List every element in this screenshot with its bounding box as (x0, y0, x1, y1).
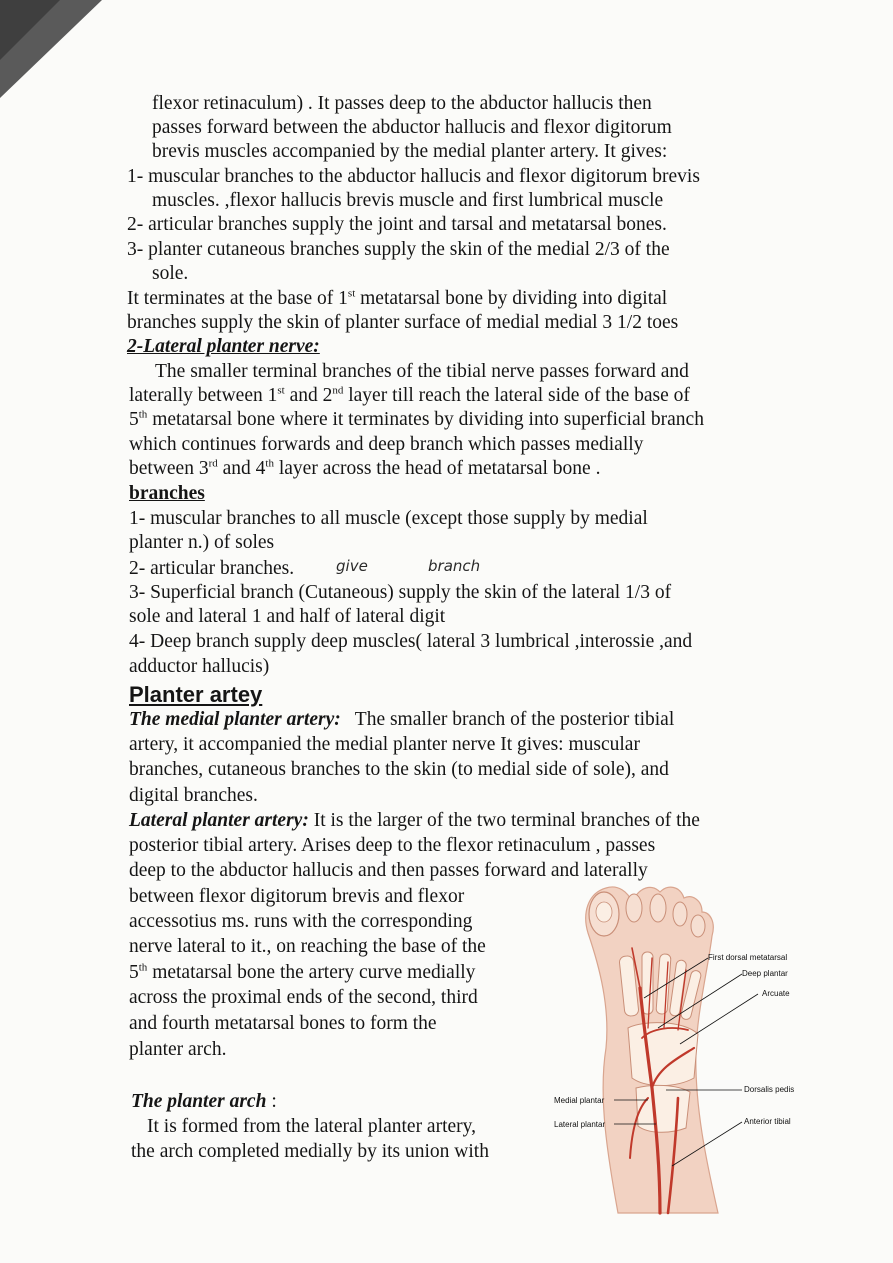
text-segment: between 3 (129, 458, 209, 479)
label-deep-plantar: Deep plantar (742, 969, 788, 978)
text-segment: 5 (129, 409, 139, 430)
text-line: 3- planter cutaneous branches supply the skin of the medial 2/3 of the (127, 239, 670, 260)
superscript: st (277, 384, 285, 397)
text-line: 2- articular branches supply the joint and tarsal and metatarsal bones. (127, 214, 667, 235)
text-line: passes forward between the abductor hallucis and flexor digitorum (152, 117, 672, 138)
text-line: digital branches. (129, 785, 258, 806)
foot-arteries-figure (548, 878, 813, 1218)
text-segment: : (266, 1091, 277, 1112)
text-line: flexor retinaculum) . It passes deep to the abductor hallucis then (152, 93, 652, 114)
text-line: across the proximal ends of the second, third (129, 987, 478, 1008)
superscript: rd (208, 457, 218, 470)
text-segment: 5 (129, 962, 139, 983)
text-segment: metatarsal bone by dividing into digital (355, 288, 668, 309)
term-planter-arch: The planter arch (131, 1091, 267, 1112)
label-medial-plantar: Medial plantar (554, 1096, 605, 1105)
text-line: 2- articular branches. (129, 558, 295, 579)
text-line (129, 809, 700, 833)
text-segment: The smaller branch of the posterior tibial (354, 709, 675, 730)
text-segment: metatarsal bone the artery curve medially (147, 962, 476, 983)
text-line (129, 708, 674, 732)
text-line: branches supply the skin of planter surface of medial medial 3 1/2 toes (127, 312, 679, 333)
label-lateral-plantar: Lateral plantar (554, 1120, 606, 1129)
text-line: 3- Superficial branch (Cutaneous) supply the skin of the lateral 1/3 of (129, 582, 672, 603)
section-heading-branches: branches (129, 483, 205, 504)
page-corner-shadow (0, 0, 110, 110)
text-line: nerve lateral to it., on reaching the base of the (129, 936, 486, 957)
text-line (131, 1090, 277, 1114)
text-segment: and 4 (217, 458, 266, 479)
text-line: 1- muscular branches to all muscle (except those supply by medial (129, 508, 648, 529)
text-line: 1- muscular branches to the abductor hallucis and flexor digitorum brevis (127, 166, 700, 187)
text-segment: layer till reach the lateral side of the base of (343, 385, 690, 406)
text-line: the arch completed medially by its union with (131, 1141, 489, 1162)
text-line: The smaller terminal branches of the tibial nerve passes forward and (155, 361, 689, 382)
label-dorsalis-pedis: Dorsalis pedis (744, 1085, 795, 1094)
section-heading-planter-artery: Planter artey (129, 682, 263, 707)
section-heading-lateral-planter-nerve: 2-Lateral planter nerve: (127, 336, 320, 357)
handwritten-note: branch (428, 557, 481, 575)
superscript: th (138, 961, 148, 974)
text-line: deep to the abductor hallucis and then passes forward and laterally (129, 860, 648, 881)
text-line: and fourth metatarsal bones to form the (129, 1013, 437, 1034)
text-line: between flexor digitorum brevis and flexor (129, 886, 465, 907)
text-line: branches, cutaneous branches to the skin (to medial side of sole), and (129, 759, 669, 780)
label-first-dorsal-metatarsal: First dorsal metatarsal (708, 953, 788, 962)
text-line: artery, it accompanied the medial planter nerve It gives: muscular (129, 734, 640, 755)
text-segment: It is the larger of the two terminal branches of the (308, 810, 700, 831)
text-segment: and 2 (284, 385, 333, 406)
superscript: st (347, 287, 356, 300)
text-segment: It terminates at the base of 1 (127, 288, 348, 309)
handwritten-note: give (336, 557, 368, 575)
text-line (129, 384, 690, 408)
text-line: adductor hallucis) (129, 656, 270, 677)
superscript: th (138, 408, 148, 421)
text-line (129, 457, 600, 481)
text-segment: laterally between 1 (129, 385, 278, 406)
text-line: It is formed from the lateral planter artery, (147, 1116, 477, 1137)
text-line: muscles. ,flexor hallucis brevis muscle and first lumbrical muscle (152, 190, 664, 211)
label-anterior-tibial: Anterior tibial (744, 1117, 791, 1126)
text-line: accessotius ms. runs with the corresponding (129, 911, 473, 932)
label-arcuate: Arcuate (762, 989, 790, 998)
text-segment: metatarsal bone where it terminates by dividing into superficial branch (147, 409, 704, 430)
superscript: th (265, 457, 274, 470)
text-line (129, 961, 475, 985)
text-segment: layer across the head of metatarsal bone . (273, 458, 601, 479)
text-line: posterior tibial artery. Arises deep to the flexor retinaculum , passes (129, 835, 656, 856)
text-line: planter arch. (129, 1039, 227, 1060)
text-line: sole. (152, 263, 189, 284)
superscript: nd (332, 384, 344, 397)
term-medial-planter-artery: The medial planter artery: (129, 709, 341, 730)
term-lateral-planter-artery: Lateral planter artery: (129, 810, 309, 831)
text-line (127, 287, 667, 311)
text-line: which continues forwards and deep branch which passes medially (129, 434, 644, 455)
text-line (129, 408, 704, 432)
text-line: sole and lateral 1 and half of lateral digit (129, 606, 446, 627)
text-line: brevis muscles accompanied by the medial planter artery. It gives: (152, 141, 668, 162)
text-line: planter n.) of soles (129, 532, 275, 553)
text-line: 4- Deep branch supply deep muscles( lateral 3 lumbrical ,interossie ,and (129, 631, 693, 652)
